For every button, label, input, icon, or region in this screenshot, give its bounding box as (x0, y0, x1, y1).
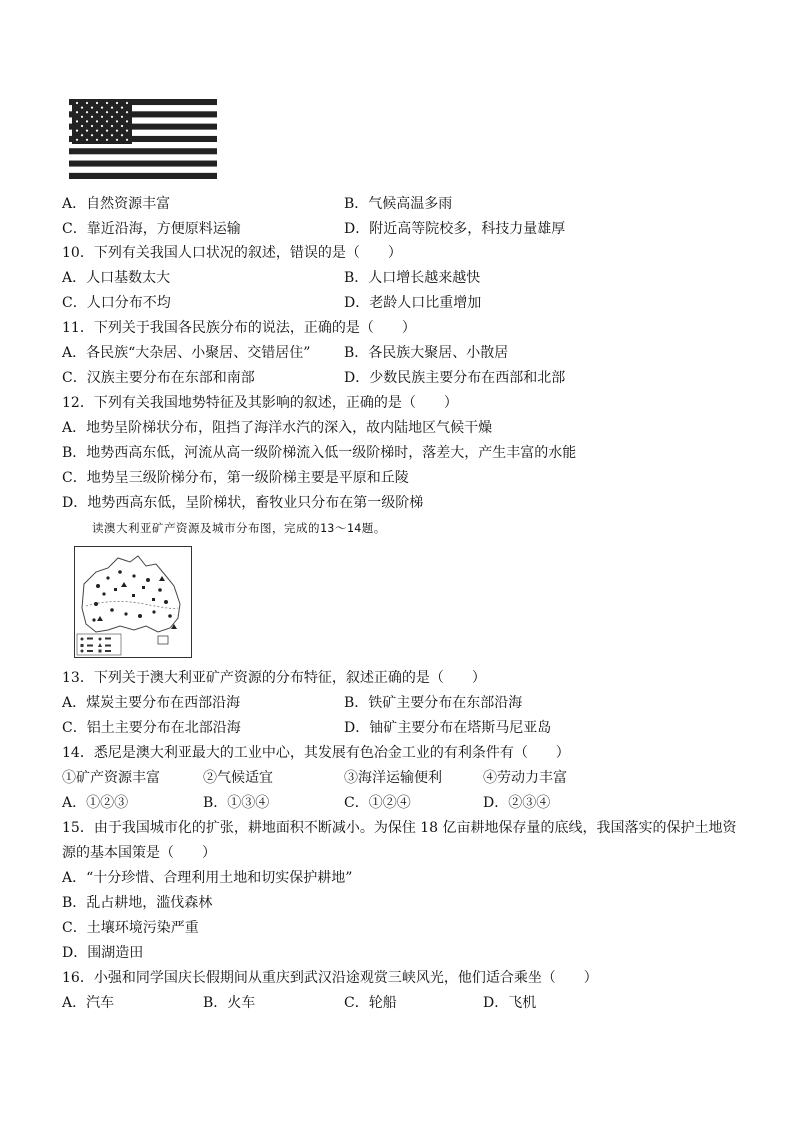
q11-stem: 11．下列关于我国各民族分布的说法，正确的是（ ） (62, 320, 416, 336)
q9-option-c: C．靠近沿海，方便原料运输 (62, 221, 241, 237)
q10-option-c: C．人口分布不均 (62, 295, 171, 311)
q13-option-d: D．铀矿主要分布在塔斯马尼亚岛 (344, 720, 552, 736)
q12-option-a: A．地势呈阶梯状分布，阻挡了海洋水汽的深入，故内陆地区气候干燥 (62, 420, 493, 436)
q14-option-b: B．①③④ (203, 795, 270, 811)
q14-stem: 14．悉尼是澳大利亚最大的工业中心，其发展有色冶金工业的有利条件有（ ） (62, 745, 570, 761)
q10-option-d: D．老龄人口比重增加 (344, 295, 482, 311)
q13-option-c: C．铝土主要分布在北部沿海 (62, 720, 241, 736)
q13-stem: 13．下列关于澳大利亚矿产资源的分布特征，叙述正确的是（ ） (62, 670, 486, 686)
q15-option-c: C．土壤环境污染严重 (62, 920, 199, 936)
q16-option-a: A．汽车 (62, 995, 115, 1011)
q16-stem: 16．小强和同学国庆长假期间从重庆到武汉沿途观赏三峡风光，他们适合乘坐（ ） (62, 970, 598, 986)
q10-option-a: A．人口基数太大 (62, 270, 171, 286)
q11-option-c: C．汉族主要分布在东部和南部 (62, 370, 255, 386)
q16-option-c: C．轮船 (344, 995, 397, 1011)
q13-option-b: B．铁矿主要分布在东部沿海 (344, 695, 523, 711)
q16-option-d: D．飞机 (483, 995, 537, 1011)
q9-option-d: D．附近高等院校多，科技力量雄厚 (344, 221, 566, 237)
q14-condition-1: ①矿产资源丰富 (62, 770, 160, 786)
q10-option-b: B．人口增长越来越快 (344, 270, 481, 286)
q11-option-a: A．各民族“大杂居、小聚居、交错居住” (62, 345, 311, 361)
q13-14-intro: 读澳大利亚矿产资源及城市分布图，完成的13～14题。 (92, 521, 386, 535)
q14-option-a: A．①②③ (62, 795, 129, 811)
q15-stem-line2: 源的基本国策是（ ） (62, 845, 216, 861)
q11-option-d: D．少数民族主要分布在西部和北部 (344, 370, 566, 386)
q9-option-a: A．自然资源丰富 (62, 196, 171, 212)
us-flag-image (69, 98, 217, 180)
q12-option-c: C．地势呈三级阶梯分布，第一级阶梯主要是平原和丘陵 (62, 470, 409, 486)
q15-stem-line1: 15．由于我国城市化的扩张，耕地面积不断减小。为保住 18 亿亩耕地保存量的底线，我国落实的保护土地资 (62, 820, 737, 836)
q16-option-b: B．火车 (203, 995, 256, 1011)
q11-option-b: B．各民族大聚居、小散居 (344, 345, 509, 361)
q15-option-b: B．乱占耕地，滥伐森林 (62, 895, 213, 911)
q9-option-b: B．气候高温多雨 (344, 196, 453, 212)
q15-option-a: A．“十分珍惜、合理利用土地和切实保护耕地” (62, 870, 353, 886)
q14-option-c: C．①②④ (344, 795, 411, 811)
q13-option-a: A．煤炭主要分布在西部沿海 (62, 695, 241, 711)
q14-option-d: D．②③④ (483, 795, 551, 811)
q14-condition-3: ③海洋运输便利 (344, 770, 442, 786)
q15-option-d: D．围湖造田 (62, 945, 144, 961)
q12-stem: 12．下列有关我国地势特征及其影响的叙述，正确的是（ ） (62, 395, 458, 411)
q10-stem: 10．下列有关我国人口状况的叙述，错误的是（ ） (62, 245, 402, 261)
q14-condition-2: ②气候适宜 (203, 770, 273, 786)
q12-option-b: B．地势西高东低，河流从高一级阶梯流入低一级阶梯时，落差大，产生丰富的水能 (62, 445, 577, 461)
q14-condition-4: ④劳动力丰富 (483, 770, 567, 786)
q12-option-d: D．地势西高东低，呈阶梯状，畜牧业只分布在第一级阶梯 (62, 495, 424, 511)
australia-mineral-map-image (74, 546, 192, 658)
